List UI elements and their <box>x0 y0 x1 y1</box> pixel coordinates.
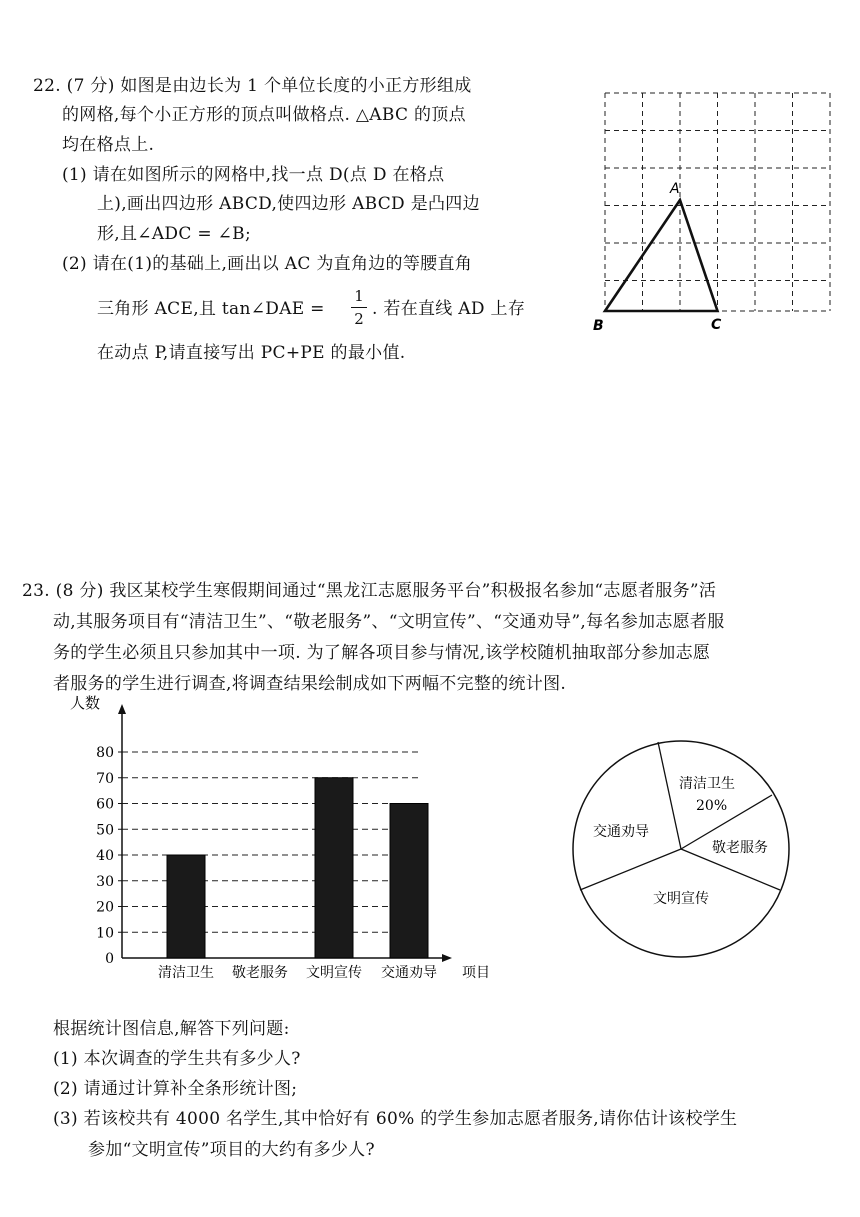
bar <box>167 855 205 958</box>
x-category-label: 清洁卫生 <box>158 965 214 981</box>
pie-label-traffic: 交通劝导 <box>593 824 649 840</box>
x-category-label: 交通劝导 <box>381 965 437 981</box>
point-label-b: B <box>593 318 604 334</box>
q22-line-7: (2) 请在(1)的基础上,画出以 AC 为直角边的等腰直角 <box>62 254 473 274</box>
q23-line-3: 务的学生必须且只参加其中一项. 为了解各项目参与情况,该学校随机抽取部分参加志愿 <box>53 643 711 663</box>
q23-line-4: 者服务的学生进行调查,将调查结果绘制成如下两幅不完整的统计图. <box>53 674 567 694</box>
pie-chart <box>560 730 860 970</box>
y-tick-label: 40 <box>96 848 114 864</box>
x-axis-arrow <box>442 954 452 962</box>
q22-line-4: (1) 请在如图所示的网格中,找一点 D(点 D 在格点 <box>62 165 445 185</box>
triangle-abc <box>605 200 718 311</box>
q23-line-2: 动,其服务项目有“清洁卫生”、“敬老服务”、“文明宣传”、“交通劝导”,每名参加志愿者服 <box>53 612 725 632</box>
pie-divider-4 <box>580 849 681 890</box>
q22-line-1: 22. (7 分) 如图是由边长为 1 个单位长度的小正方形组成 <box>33 76 472 96</box>
y-axis-label: 人数 <box>70 694 101 712</box>
y-tick-label: 60 <box>96 796 114 813</box>
fraction-denominator: 2 <box>354 310 364 328</box>
pie-label-clean-percent: 20% <box>696 798 728 814</box>
q22-line-2: 的网格,每个小正方形的顶点叫做格点. △ABC 的顶点 <box>62 105 466 125</box>
fraction-bar <box>351 307 367 308</box>
question-intro: 根据统计图信息,解答下列问题: <box>53 1019 290 1039</box>
fraction-numerator: 1 <box>354 287 364 305</box>
y-tick-label: 20 <box>96 899 114 916</box>
bar-marks <box>167 778 428 958</box>
question-1: (1) 本次调查的学生共有多少人? <box>53 1049 301 1069</box>
bar-category-labels <box>158 964 437 981</box>
q22-line-3: 均在格点上. <box>62 135 155 155</box>
bar <box>390 804 428 959</box>
bar-chart <box>60 690 500 990</box>
pie-divider-1 <box>658 742 681 849</box>
x-axis-label: 项目 <box>462 965 490 981</box>
question-2: (2) 请通过计算补全条形统计图; <box>53 1079 298 1099</box>
dashed-grid <box>605 93 830 311</box>
x-category-label: 文明宣传 <box>306 965 362 981</box>
question-3: (3) 若该校共有 4000 名学生,其中恰好有 60% 的学生参加志愿者服务,请你估计该校学生 <box>53 1109 738 1129</box>
q22-line-9: 在动点 P,请直接写出 PC+PE 的最小值. <box>97 343 406 363</box>
q22-line-8b: . 若在直线 AD 上存 <box>372 299 526 319</box>
bar <box>315 778 353 958</box>
pie-label-civility: 文明宣传 <box>653 891 709 907</box>
y-tick-label: 0 <box>105 951 114 967</box>
x-category-label: 敬老服务 <box>232 965 288 981</box>
y-axis-arrow <box>118 704 126 714</box>
y-tick-label: 50 <box>96 822 114 839</box>
q22-line-8a: 三角形 ACE,且 tan∠DAE = <box>97 299 325 319</box>
q22-line-6: 形,且∠ADC = ∠B; <box>97 224 251 244</box>
y-tick-label: 70 <box>96 770 114 787</box>
point-label-a: A <box>670 181 680 197</box>
y-tick-label: 30 <box>96 873 114 890</box>
y-tick-label: 80 <box>96 745 114 761</box>
grid-figure <box>590 80 850 340</box>
pie-label-clean: 清洁卫生 <box>679 776 735 792</box>
bar-y-ticks <box>96 745 122 967</box>
question-3-cont: 参加“文明宣传”项目的大约有多少人? <box>88 1140 375 1160</box>
q23-line-1: 23. (8 分) 我区某校学生寒假期间通过“黑龙江志愿服务平台”积极报名参加“志愿者服务”活 <box>22 581 717 601</box>
q22-line-5: 上),画出四边形 ABCD,使四边形 ABCD 是凸四边 <box>97 194 480 214</box>
y-tick-label: 10 <box>96 925 114 942</box>
pie-label-elderly: 敬老服务 <box>712 840 768 856</box>
point-label-c: C <box>711 317 722 333</box>
